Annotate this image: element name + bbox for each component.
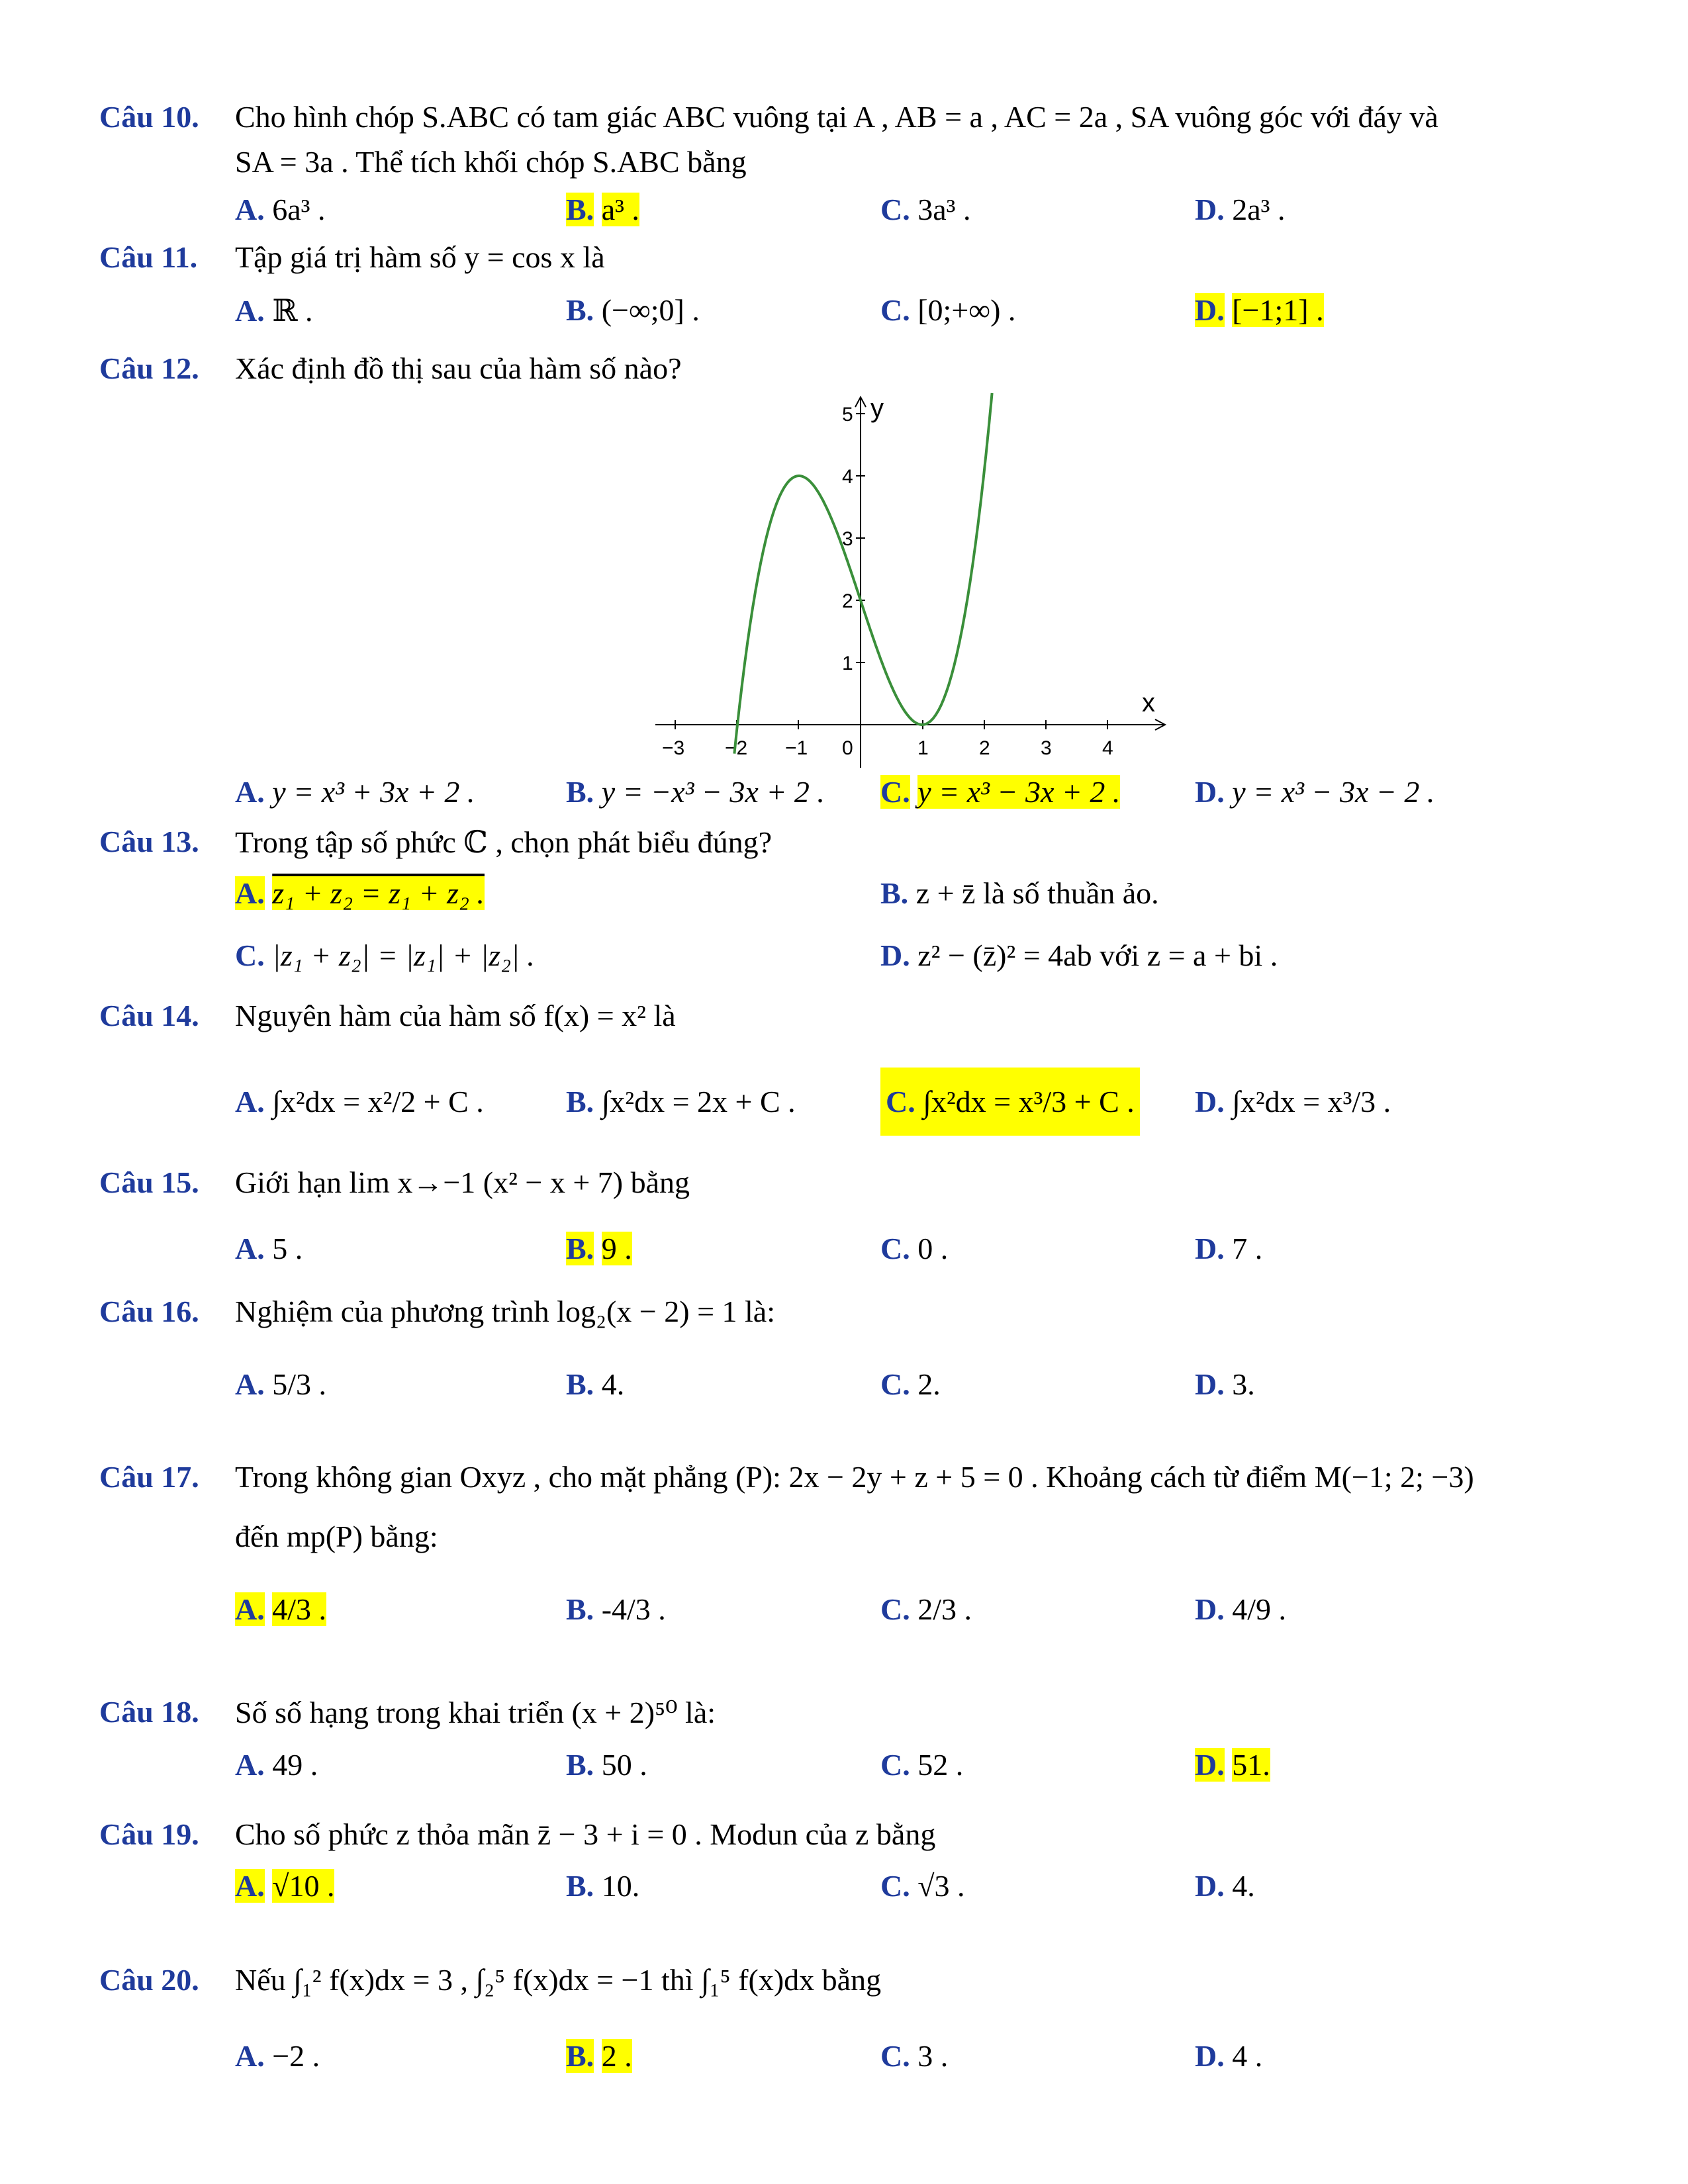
option-a[interactable]: A. 6a³ . xyxy=(235,193,326,226)
option-d[interactable]: D. 4/9 . xyxy=(1195,1592,1287,1626)
option-c[interactable]: C. 3 . xyxy=(880,2039,949,2073)
option-c[interactable]: C. 52 . xyxy=(880,1748,964,1782)
question-text: Số số hạng trong khai triển (x + 2)⁵⁰ là: xyxy=(235,1696,716,1729)
option-a[interactable]: A. 5 . xyxy=(235,1232,303,1265)
option-b[interactable]: B. 50 . xyxy=(566,1748,647,1782)
question-number: Câu 20. xyxy=(99,1963,199,1997)
option-d[interactable]: D. ∫x²dx = x³/3 . xyxy=(1195,1085,1391,1118)
option-b[interactable]: B. y = −x³ − 3x + 2 . xyxy=(566,775,825,809)
y-tick-label: 3 xyxy=(842,528,853,550)
question-number: Câu 15. xyxy=(99,1165,199,1199)
function-graph xyxy=(655,387,1178,771)
option-c[interactable]: C. ∫x²dx = x³/3 + C . xyxy=(880,1068,1140,1136)
option-a[interactable]: A. √10 . xyxy=(235,1869,335,1903)
y-axis-label: y xyxy=(870,394,884,423)
option-a[interactable]: A. 49 . xyxy=(235,1748,318,1782)
question-11 xyxy=(99,240,1595,332)
option-b[interactable]: B. 4. xyxy=(566,1367,625,1401)
x-tick-label: 3 xyxy=(1041,737,1052,759)
question-number: Câu 18. xyxy=(99,1695,199,1729)
option-d[interactable]: D. 7 . xyxy=(1195,1232,1263,1265)
x-tick-label: 2 xyxy=(979,737,990,759)
question-16 xyxy=(99,1294,1595,1406)
question-number: Câu 14. xyxy=(99,999,199,1032)
question-number: Câu 13. xyxy=(99,825,199,858)
option-d[interactable]: D. z² − (z̄)² = 4ab với z = a + bi . xyxy=(880,938,1278,972)
option-c[interactable]: C. 0 . xyxy=(880,1232,949,1265)
question-number: Câu 16. xyxy=(99,1295,199,1328)
y-tick-label: 1 xyxy=(842,653,853,674)
option-c[interactable]: C. 2/3 . xyxy=(880,1592,972,1626)
option-a[interactable]: A. 5/3 . xyxy=(235,1367,327,1401)
x-tick-label: 1 xyxy=(917,737,929,759)
option-b[interactable]: B. 2 . xyxy=(566,2039,632,2073)
option-b[interactable]: B. (−∞;0] . xyxy=(566,293,700,327)
question-text: Nếu ∫₁² f(x)dx = 3 , ∫₂⁵ f(x)dx = −1 thì ∫₁⁵ f(x)dx bằng xyxy=(235,1963,882,1997)
question-text: Trong không gian Oxyz , cho mặt phẳng (P): 2x − 2y + z + 5 = 0 . Khoảng cách từ điểm M(−1; 2; −3) xyxy=(235,1460,1474,1494)
option-d[interactable]: D. 4 . xyxy=(1195,2039,1263,2073)
y-tick-label: 5 xyxy=(842,404,853,426)
option-c[interactable]: C. y = x³ − 3x + 2 . xyxy=(880,775,1121,809)
option-a[interactable]: A. ∫x²dx = x²/2 + C . xyxy=(235,1085,484,1118)
y-tick-label: 4 xyxy=(842,466,853,488)
question-20 xyxy=(99,1962,1595,2073)
question-18 xyxy=(99,1694,1595,1787)
option-a[interactable]: A. 4/3 . xyxy=(235,1592,327,1626)
option-c[interactable]: C. [0;+∞) . xyxy=(880,293,1016,327)
option-b[interactable]: B. 10. xyxy=(566,1869,640,1903)
question-number: Câu 17. xyxy=(99,1460,199,1494)
question-number: Câu 10. xyxy=(99,100,199,134)
option-b[interactable]: B. -4/3 . xyxy=(566,1592,666,1626)
question-text: Nghiệm của phương trình log₂(x − 2) = 1 là: xyxy=(235,1295,775,1328)
question-text: Tập giá trị hàm số y = cos x là xyxy=(235,240,605,274)
question-text: Giới hạn lim x→−1 (x² − x + 7) bằng xyxy=(235,1165,690,1199)
option-b[interactable]: B. z + z̄ là số thuần ảo. xyxy=(880,876,1159,910)
question-15 xyxy=(99,1165,1595,1264)
option-b[interactable]: B. 9 . xyxy=(566,1232,632,1265)
y-tick-label: 2 xyxy=(842,590,853,612)
option-a[interactable]: A. z₁ + z₂ = z₁ + z₂ . xyxy=(235,876,485,910)
option-d[interactable]: D. 2a³ . xyxy=(1195,193,1286,226)
option-d[interactable]: D. 4. xyxy=(1195,1869,1255,1903)
question-number: Câu 11. xyxy=(99,240,198,274)
option-b[interactable]: B. a³ . xyxy=(566,193,639,226)
option-d[interactable]: D. 3. xyxy=(1195,1367,1255,1401)
option-d[interactable]: D. 51. xyxy=(1195,1748,1270,1782)
x-axis-label: x xyxy=(1142,688,1155,717)
question-text: Trong tập số phức ℂ , chọn phát biểu đúng? xyxy=(235,825,773,859)
question-14 xyxy=(99,998,1595,1144)
option-d[interactable]: D. [−1;1] . xyxy=(1195,293,1324,327)
question-19 xyxy=(99,1817,1595,1909)
option-b[interactable]: B. ∫x²dx = 2x + C . xyxy=(566,1085,796,1118)
question-text: Xác định đồ thị sau của hàm số nào? xyxy=(235,351,682,385)
option-c[interactable]: C. 2. xyxy=(880,1367,941,1401)
question-text: Cho hình chóp S.ABC có tam giác ABC vuông tại A , AB = a , AC = 2a , SA vuông góc với đáy và xyxy=(235,100,1438,134)
question-number: Câu 12. xyxy=(99,351,199,385)
question-10 xyxy=(99,99,1595,238)
question-number: Câu 19. xyxy=(99,1817,199,1851)
question-text-line2: đến mp(P) bằng: xyxy=(235,1520,438,1553)
x-tick-label: −2 xyxy=(725,737,748,759)
option-c[interactable]: C. 3a³ . xyxy=(880,193,971,226)
question-text-line2: SA = 3a . Thể tích khối chóp S.ABC bằng xyxy=(235,145,747,179)
option-d[interactable]: D. y = x³ − 3x − 2 . xyxy=(1195,775,1435,809)
option-a[interactable]: A. −2 . xyxy=(235,2039,320,2073)
x-tick-label: 4 xyxy=(1102,737,1113,759)
question-13 xyxy=(99,824,1595,976)
x-tick-label: 0 xyxy=(842,737,853,759)
x-tick-label: −1 xyxy=(785,737,808,759)
question-text: Cho số phức z thỏa mãn z̄ − 3 + i = 0 . Modun của z bằng xyxy=(235,1817,936,1851)
x-tick-label: −3 xyxy=(662,737,685,759)
option-c[interactable]: C. √3 . xyxy=(880,1869,965,1903)
function-curve xyxy=(734,393,992,754)
option-a[interactable]: A. ℝ . xyxy=(235,294,313,328)
option-a[interactable]: A. y = x³ + 3x + 2 . xyxy=(235,775,475,809)
question-text: Nguyên hàm của hàm số f(x) = x² là xyxy=(235,999,676,1032)
question-17 xyxy=(99,1459,1595,1631)
option-c[interactable]: C. |z₁ + z₂| = |z₁| + |z₂| . xyxy=(235,938,535,972)
